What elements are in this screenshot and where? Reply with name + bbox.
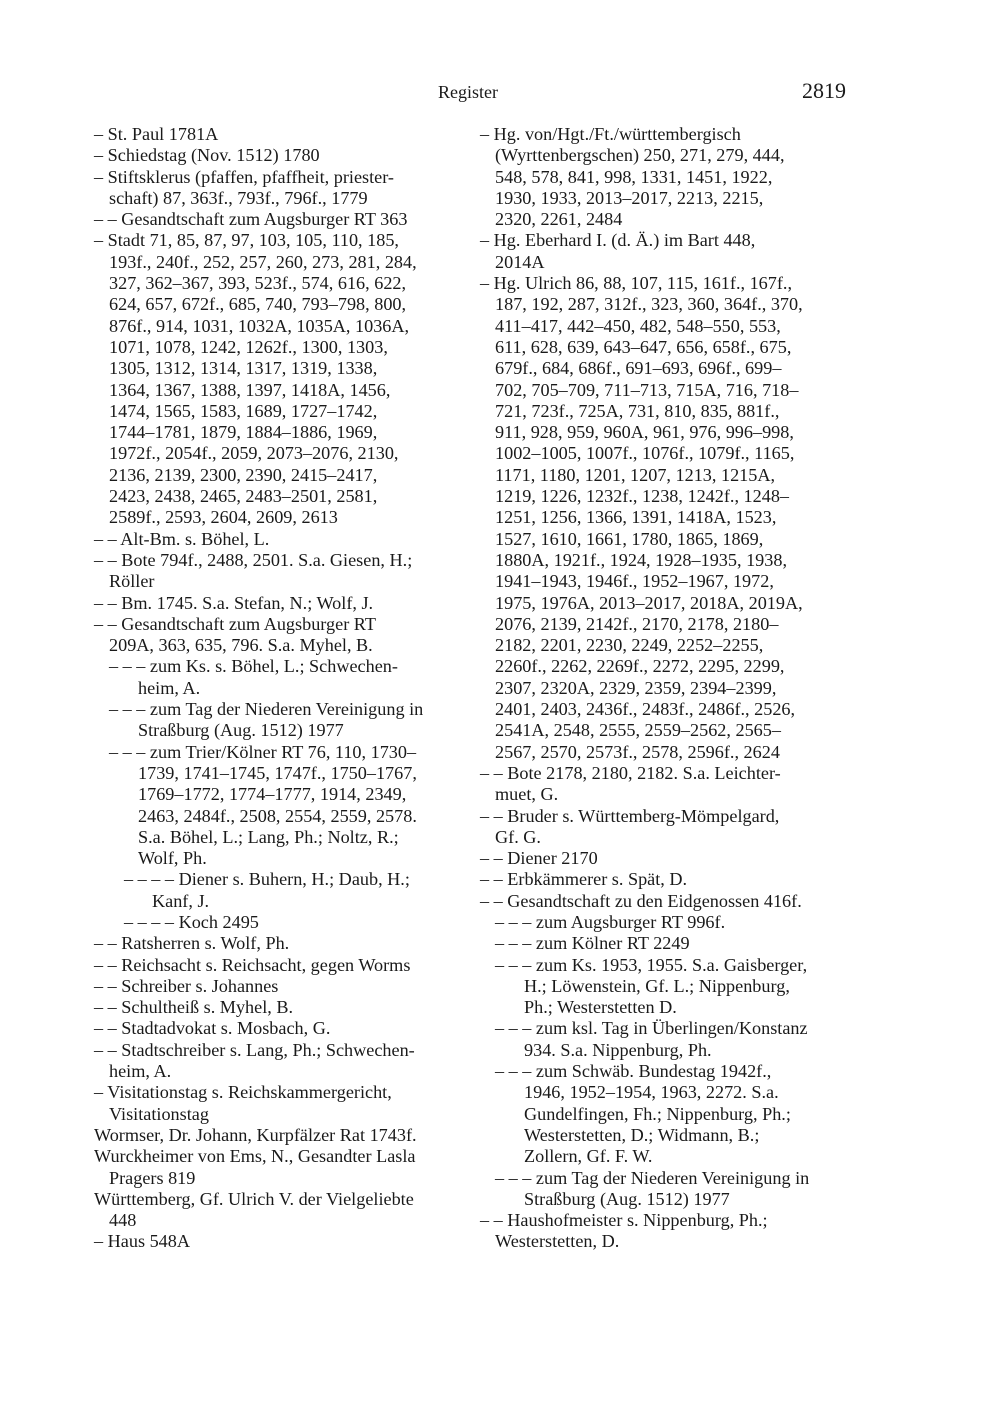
index-entry-line: – – Ratsherren s. Wolf, Ph. bbox=[94, 933, 290, 954]
index-entry-line: 1002–1005, 1007f., 1076f., 1079f., 1165, bbox=[495, 443, 795, 464]
index-entry bbox=[480, 763, 855, 806]
index-entry bbox=[94, 1231, 466, 1252]
index-entry-line: – – Stadtschreiber s. Lang, Ph.; Schwechen- bbox=[94, 1039, 415, 1060]
index-entry-line: schaft) 87, 363f., 793f., 796f., 1779 bbox=[109, 187, 368, 208]
index-entry-line: 2182, 2201, 2230, 2249, 2252–2255, bbox=[495, 635, 764, 656]
index-entry-line: – – Stadtadvokat s. Mosbach, G. bbox=[94, 1018, 331, 1039]
index-entry bbox=[94, 1082, 466, 1125]
index-entry-line: – St. Paul 1781A bbox=[94, 124, 219, 144]
index-entry-line: 1946, 1952–1954, 1963, 2272. S.a. bbox=[524, 1082, 779, 1103]
index-entry-line: muet, G. bbox=[495, 784, 559, 805]
index-entry-line: – – – zum Schwäb. Bundestag 1942f., bbox=[495, 1061, 772, 1082]
index-entry-line: Ph.; Westerstetten D. bbox=[524, 997, 677, 1018]
index-entry-line: Zollern, Gf. F. W. bbox=[524, 1146, 653, 1167]
index-entry-line: – – Diener 2170 bbox=[480, 848, 598, 869]
page-number: 2819 bbox=[802, 78, 846, 103]
index-entry-line: – – – zum Augsburger RT 996f. bbox=[495, 911, 726, 932]
index-entry bbox=[94, 1189, 466, 1232]
index-entry-line: – Hg. von/Hgt./Ft./württembergisch bbox=[480, 124, 741, 144]
index-entry-line: heim, A. bbox=[109, 1061, 172, 1082]
index-entry-line: – – – – Koch 2495 bbox=[124, 911, 259, 932]
index-entry-line: Gundelfingen, Fh.; Nippenburg, Ph.; bbox=[524, 1103, 791, 1124]
index-entry bbox=[94, 1018, 466, 1039]
index-entry bbox=[480, 955, 855, 1019]
index-entry-line: – – Schreiber s. Johannes bbox=[94, 975, 279, 996]
index-entry-line: Visitationstag bbox=[109, 1103, 209, 1124]
index-entry-line: 193f., 240f., 252, 257, 260, 273, 281, 284, bbox=[109, 251, 417, 272]
index-entry-line: 2260f., 2262, 2269f., 2272, 2295, 2299, bbox=[495, 656, 785, 677]
index-entry-line: – – Haushofmeister s. Nippenburg, Ph.; bbox=[480, 1210, 768, 1231]
index-entry-line: 876f., 914, 1031, 1032A, 1035A, 1036A, bbox=[109, 315, 410, 336]
index-entry bbox=[94, 230, 466, 528]
index-entry-line: – – – zum Tag der Niederen Vereinigung in bbox=[495, 1167, 810, 1188]
index-entry bbox=[480, 912, 855, 933]
index-entry-line: Pragers 819 bbox=[109, 1167, 196, 1188]
index-entry-line: Straßburg (Aug. 1512) 1977 bbox=[138, 720, 344, 741]
index-entry-line: 2136, 2139, 2300, 2390, 2415–2417, bbox=[109, 464, 378, 485]
index-entry-line: 1930, 1933, 2013–2017, 2213, 2215, bbox=[495, 187, 764, 208]
index-entry-line: 1364, 1367, 1388, 1397, 1418A, 1456, bbox=[109, 379, 391, 400]
index-entry bbox=[94, 550, 466, 593]
index-entry bbox=[94, 955, 466, 976]
index-entry-line: 1251, 1256, 1366, 1391, 1418A, 1523, bbox=[495, 507, 777, 528]
index-entry bbox=[480, 124, 855, 230]
index-entry bbox=[94, 997, 466, 1018]
index-entry-line: 2076, 2139, 2142f., 2170, 2178, 2180– bbox=[495, 613, 779, 634]
index-entry bbox=[94, 742, 466, 870]
index-entry-line: – – – zum Tag der Niederen Vereinigung in bbox=[109, 699, 424, 720]
index-entry-line: 1975, 1976A, 2013–2017, 2018A, 2019A, bbox=[495, 592, 803, 613]
index-entry-line: 1219, 1226, 1232f., 1238, 1242f., 1248– bbox=[495, 486, 790, 507]
index-entry-line: 2541A, 2548, 2555, 2559–2562, 2565– bbox=[495, 720, 781, 741]
index-entry-line: 209A, 363, 635, 796. S.a. Myhel, B. bbox=[109, 635, 373, 656]
index-entry bbox=[94, 1146, 466, 1189]
index-entry bbox=[94, 593, 466, 614]
index-entry-line: 2014A bbox=[495, 251, 545, 272]
index-entry-line: 2463, 2484f., 2508, 2554, 2559, 2578. bbox=[138, 805, 417, 826]
index-entry-line: – – – zum ksl. Tag in Überlingen/Konstanz bbox=[495, 1018, 808, 1039]
index-entry bbox=[94, 976, 466, 997]
index-entry-line: H.; Löwenstein, Gf. L.; Nippenburg, bbox=[524, 975, 790, 996]
index-entry-line: – – – – Diener s. Buhern, H.; Daub, H.; bbox=[124, 869, 410, 890]
index-entry bbox=[94, 869, 466, 912]
index-entry bbox=[94, 124, 466, 145]
index-entry-line: – – Schultheiß s. Myhel, B. bbox=[94, 997, 294, 1018]
index-entry-line: 1769–1772, 1774–1777, 1914, 2349, bbox=[138, 784, 407, 805]
index-entry-line: – – – zum Kölner RT 2249 bbox=[495, 933, 690, 954]
index-entry bbox=[480, 869, 855, 890]
index-entry-line: – Schiedstag (Nov. 1512) 1780 bbox=[94, 145, 320, 166]
index-entry-line: – – Bote 794f., 2488, 2501. S.a. Giesen, H.; bbox=[94, 549, 413, 570]
index-entry-line: – Hg. Eberhard I. (d. Ä.) im Bart 448, bbox=[480, 230, 756, 251]
index-entry-line: Wormser, Dr. Johann, Kurpfälzer Rat 1743f. bbox=[94, 1124, 417, 1145]
index-entry-line: – – – zum Trier/Kölner RT 76, 110, 1730– bbox=[109, 741, 417, 762]
index-entry-line: 2320, 2261, 2484 bbox=[495, 209, 623, 230]
index-entry-line: 2307, 2320A, 2329, 2359, 2394–2399, bbox=[495, 677, 777, 698]
index-entry-line: heim, A. bbox=[138, 677, 201, 698]
index-entry-line: 1739, 1741–1745, 1747f., 1750–1767, bbox=[138, 762, 417, 783]
index-entry-line: S.a. Böhel, L.; Lang, Ph.; Noltz, R.; bbox=[138, 826, 399, 847]
index-entry-line: 1744–1781, 1879, 1884–1886, 1969, bbox=[109, 422, 378, 443]
index-entry-line: 448 bbox=[109, 1210, 137, 1231]
index-entry-line: – – Gesandtschaft zum Augsburger RT 363 bbox=[94, 209, 408, 230]
index-entry-line: – Stiftsklerus (pfaffen, pfaffheit, priester- bbox=[94, 166, 394, 187]
index-entry-line: Röller bbox=[109, 571, 155, 592]
index-entry bbox=[94, 529, 466, 550]
index-entry bbox=[94, 933, 466, 954]
index-entry bbox=[94, 699, 466, 742]
index-entry-line: 1171, 1180, 1201, 1207, 1213, 1215A, bbox=[495, 464, 776, 485]
index-entry bbox=[94, 167, 466, 210]
running-head bbox=[0, 80, 1004, 108]
index-entry bbox=[480, 1061, 855, 1167]
index-entry-line: 624, 657, 672f., 685, 740, 793–798, 800, bbox=[109, 294, 407, 315]
index-entry-line: 187, 192, 287, 312f., 323, 360, 364f., 370, bbox=[495, 294, 803, 315]
index-entry bbox=[480, 806, 855, 849]
index-entry-line: Westerstetten, D.; Widmann, B.; bbox=[524, 1124, 760, 1145]
index-entry bbox=[480, 933, 855, 954]
index-entry bbox=[480, 848, 855, 869]
index-column-left bbox=[94, 124, 466, 1253]
index-entry-line: 911, 928, 959, 960A, 961, 976, 996–998, bbox=[495, 422, 794, 443]
index-entry-line: Württemberg, Gf. Ulrich V. der Vielgeliebte bbox=[94, 1188, 414, 1209]
index-entry-line: 611, 628, 639, 643–647, 656, 658f., 675, bbox=[495, 336, 792, 357]
index-entry-line: 411–417, 442–450, 482, 548–550, 553, bbox=[495, 315, 781, 336]
index-entry-line: Gf. G. bbox=[495, 826, 541, 847]
index-entry-line: 702, 705–709, 711–713, 715A, 716, 718– bbox=[495, 379, 799, 400]
index-entry-line: 2567, 2570, 2573f., 2578, 2596f., 2624 bbox=[495, 741, 780, 762]
index-entry-line: Straßburg (Aug. 1512) 1977 bbox=[524, 1188, 730, 1209]
index-entry-line: Westerstetten, D. bbox=[495, 1231, 620, 1252]
index-entry-line: – – Reichsacht s. Reichsacht, gegen Worms bbox=[94, 954, 411, 975]
index-entry-line: – – – zum Ks. s. Böhel, L.; Schwechen- bbox=[109, 656, 398, 677]
index-entry-line: Kanf, J. bbox=[152, 890, 210, 911]
index-entry-line: – Hg. Ulrich 86, 88, 107, 115, 161f., 167f., bbox=[480, 273, 793, 294]
index-entry-line: 1071, 1078, 1242, 1262f., 1300, 1303, bbox=[109, 336, 388, 357]
index-entry-line: 2401, 2403, 2436f., 2483f., 2486f., 2526, bbox=[495, 699, 796, 720]
index-entry-line: 1527, 1610, 1661, 1780, 1865, 1869, bbox=[495, 528, 764, 549]
index-entry-line: 548, 578, 841, 998, 1331, 1451, 1922, bbox=[495, 166, 773, 187]
index-entry bbox=[480, 1168, 855, 1211]
index-entry-line: 934. S.a. Nippenburg, Ph. bbox=[524, 1039, 712, 1060]
index-entry bbox=[94, 614, 466, 657]
index-entry-line: 1880A, 1921f., 1924, 1928–1935, 1938, bbox=[495, 549, 788, 570]
index-entry-line: – – Bote 2178, 2180, 2182. S.a. Leichter- bbox=[480, 762, 781, 783]
index-entry bbox=[480, 891, 855, 912]
index-entry-line: – – – zum Ks. 1953, 1955. S.a. Gaisberger, bbox=[495, 954, 808, 975]
index-entry bbox=[94, 1125, 466, 1146]
index-entry-line: 679f., 684, 686f., 691–693, 696f., 699– bbox=[495, 358, 782, 379]
index-entry-line: – Visitationstag s. Reichskammergericht, bbox=[94, 1082, 392, 1103]
index-entry-line: – – Bruder s. Württemberg-Mömpelgard, bbox=[480, 805, 780, 826]
index-entry bbox=[94, 912, 466, 933]
index-entry-line: – – Erbkämmerer s. Spät, D. bbox=[480, 869, 688, 890]
index-entry-line: (Wyrttenbergschen) 250, 271, 279, 444, bbox=[495, 145, 785, 166]
index-entry-line: 1474, 1565, 1583, 1689, 1727–1742, bbox=[109, 400, 378, 421]
index-entry-line: 327, 362–367, 393, 523f., 574, 616, 622, bbox=[109, 273, 407, 294]
index-entry-line: – Haus 548A bbox=[94, 1231, 190, 1252]
index-entry bbox=[480, 230, 855, 273]
index-entry-line: 1305, 1312, 1314, 1317, 1319, 1338, bbox=[109, 358, 378, 379]
index-entry-line: Wolf, Ph. bbox=[138, 848, 207, 869]
index-entry-line: – – Bm. 1745. S.a. Stefan, N.; Wolf, J. bbox=[94, 592, 374, 613]
index-entry bbox=[480, 273, 855, 763]
index-entry-line: 1972f., 2054f., 2059, 2073–2076, 2130, bbox=[109, 443, 399, 464]
index-entry bbox=[94, 1040, 466, 1083]
index-entry-line: 1941–1943, 1946f., 1952–1967, 1972, bbox=[495, 571, 774, 592]
index-entry bbox=[480, 1018, 855, 1061]
index-entry-line: – – Alt-Bm. s. Böhel, L. bbox=[94, 528, 270, 549]
running-title: Register bbox=[438, 82, 498, 102]
index-entry-line: 2589f., 2593, 2604, 2609, 2613 bbox=[109, 507, 338, 528]
index-entry-line: 721, 723f., 725A, 731, 810, 835, 881f., bbox=[495, 400, 780, 421]
index-entry-line: – Stadt 71, 85, 87, 97, 103, 105, 110, 185, bbox=[94, 230, 399, 251]
index-entry-line: – – Gesandtschaft zu den Eidgenossen 416f. bbox=[480, 890, 802, 911]
index-entry bbox=[94, 209, 466, 230]
index-column-right bbox=[480, 124, 855, 1253]
index-entry bbox=[94, 656, 466, 699]
index-entry-line: 2423, 2438, 2465, 2483–2501, 2581, bbox=[109, 486, 378, 507]
index-entry-line: – – Gesandtschaft zum Augsburger RT bbox=[94, 613, 376, 634]
index-entry bbox=[94, 145, 466, 166]
index-entry bbox=[480, 1210, 855, 1253]
index-entry-line: Wurckheimer von Ems, N., Gesandter Lasla bbox=[94, 1146, 416, 1167]
